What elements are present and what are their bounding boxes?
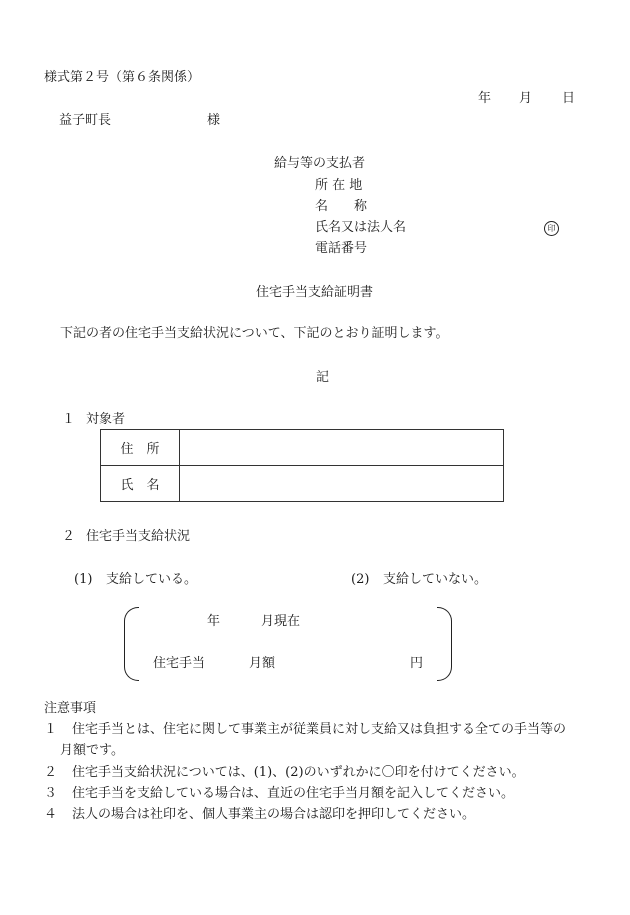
seal-mark (544, 220, 559, 236)
current-month-label: 月現在 (261, 614, 301, 629)
notes-heading: 注意事項 (44, 701, 97, 716)
date-year-label: 年 (478, 91, 492, 106)
section2-heading: 住宅手当支給状況 (86, 529, 191, 544)
note-number: ３ (44, 786, 58, 801)
date-day-label: 日 (562, 91, 576, 106)
date-month-label: 月 (519, 91, 533, 106)
yen-label: 円 (410, 656, 424, 671)
right-bracket (437, 607, 452, 681)
table-row (101, 466, 504, 502)
option1-text[interactable]: 支給している。 (106, 572, 198, 587)
section1-number: １ (62, 412, 76, 427)
note-number: ２ (44, 765, 58, 780)
address-label: 住 所 (101, 430, 180, 466)
form-number: 様式第２号（第６条関係） (44, 70, 201, 85)
target-person-table (100, 429, 504, 502)
name-label: 氏 名 (101, 466, 180, 502)
monthly-amount-label: 月額 (249, 656, 276, 671)
note-number: １ (44, 722, 58, 737)
section1-heading: 対象者 (86, 412, 126, 427)
option1-number: (1) (74, 572, 93, 587)
note-text: 住宅手当を支給している場合は、直近の住宅手当月額を記入してください。 (72, 786, 515, 801)
section2-number: ２ (62, 529, 76, 544)
note-text: 住宅手当とは、住宅に関して事業主が従業員に対し支給又は負担する全ての手当等の (72, 722, 567, 737)
intro-text: 下記の者の住宅手当支給状況について、下記のとおり証明します。 (60, 326, 449, 341)
addressee-honorific: 様 (207, 113, 221, 128)
option2-number: (2) (351, 572, 370, 587)
option2-text[interactable]: 支給していない。 (383, 572, 488, 587)
seal-icon: 印 (544, 221, 559, 236)
note-text-continued: 月額です。 (60, 743, 124, 758)
table-row (101, 430, 504, 466)
left-bracket (124, 607, 139, 681)
payer-address-label: 所 在 地 (315, 178, 363, 193)
name-field[interactable] (180, 466, 504, 502)
document-title: 住宅手当支給証明書 (256, 285, 374, 300)
address-field[interactable] (180, 430, 504, 466)
payer-person-label: 氏名又は法人名 (315, 220, 407, 235)
note-text: 住宅手当支給状況については、(1)、(2)のいずれかに〇印を付けてください。 (72, 765, 525, 780)
addressee: 益子町長 (59, 113, 112, 128)
allowance-label: 住宅手当 (153, 656, 206, 671)
payer-phone-label: 電話番号 (315, 241, 368, 256)
current-year-label: 年 (207, 614, 221, 629)
payer-heading: 給与等の支払者 (274, 156, 366, 171)
note-text: 法人の場合は社印を、個人事業主の場合は認印を押印してください。 (72, 807, 476, 822)
ki-label: 記 (316, 370, 330, 385)
payer-name-label: 名 称 (315, 199, 368, 214)
note-number: ４ (44, 807, 58, 822)
